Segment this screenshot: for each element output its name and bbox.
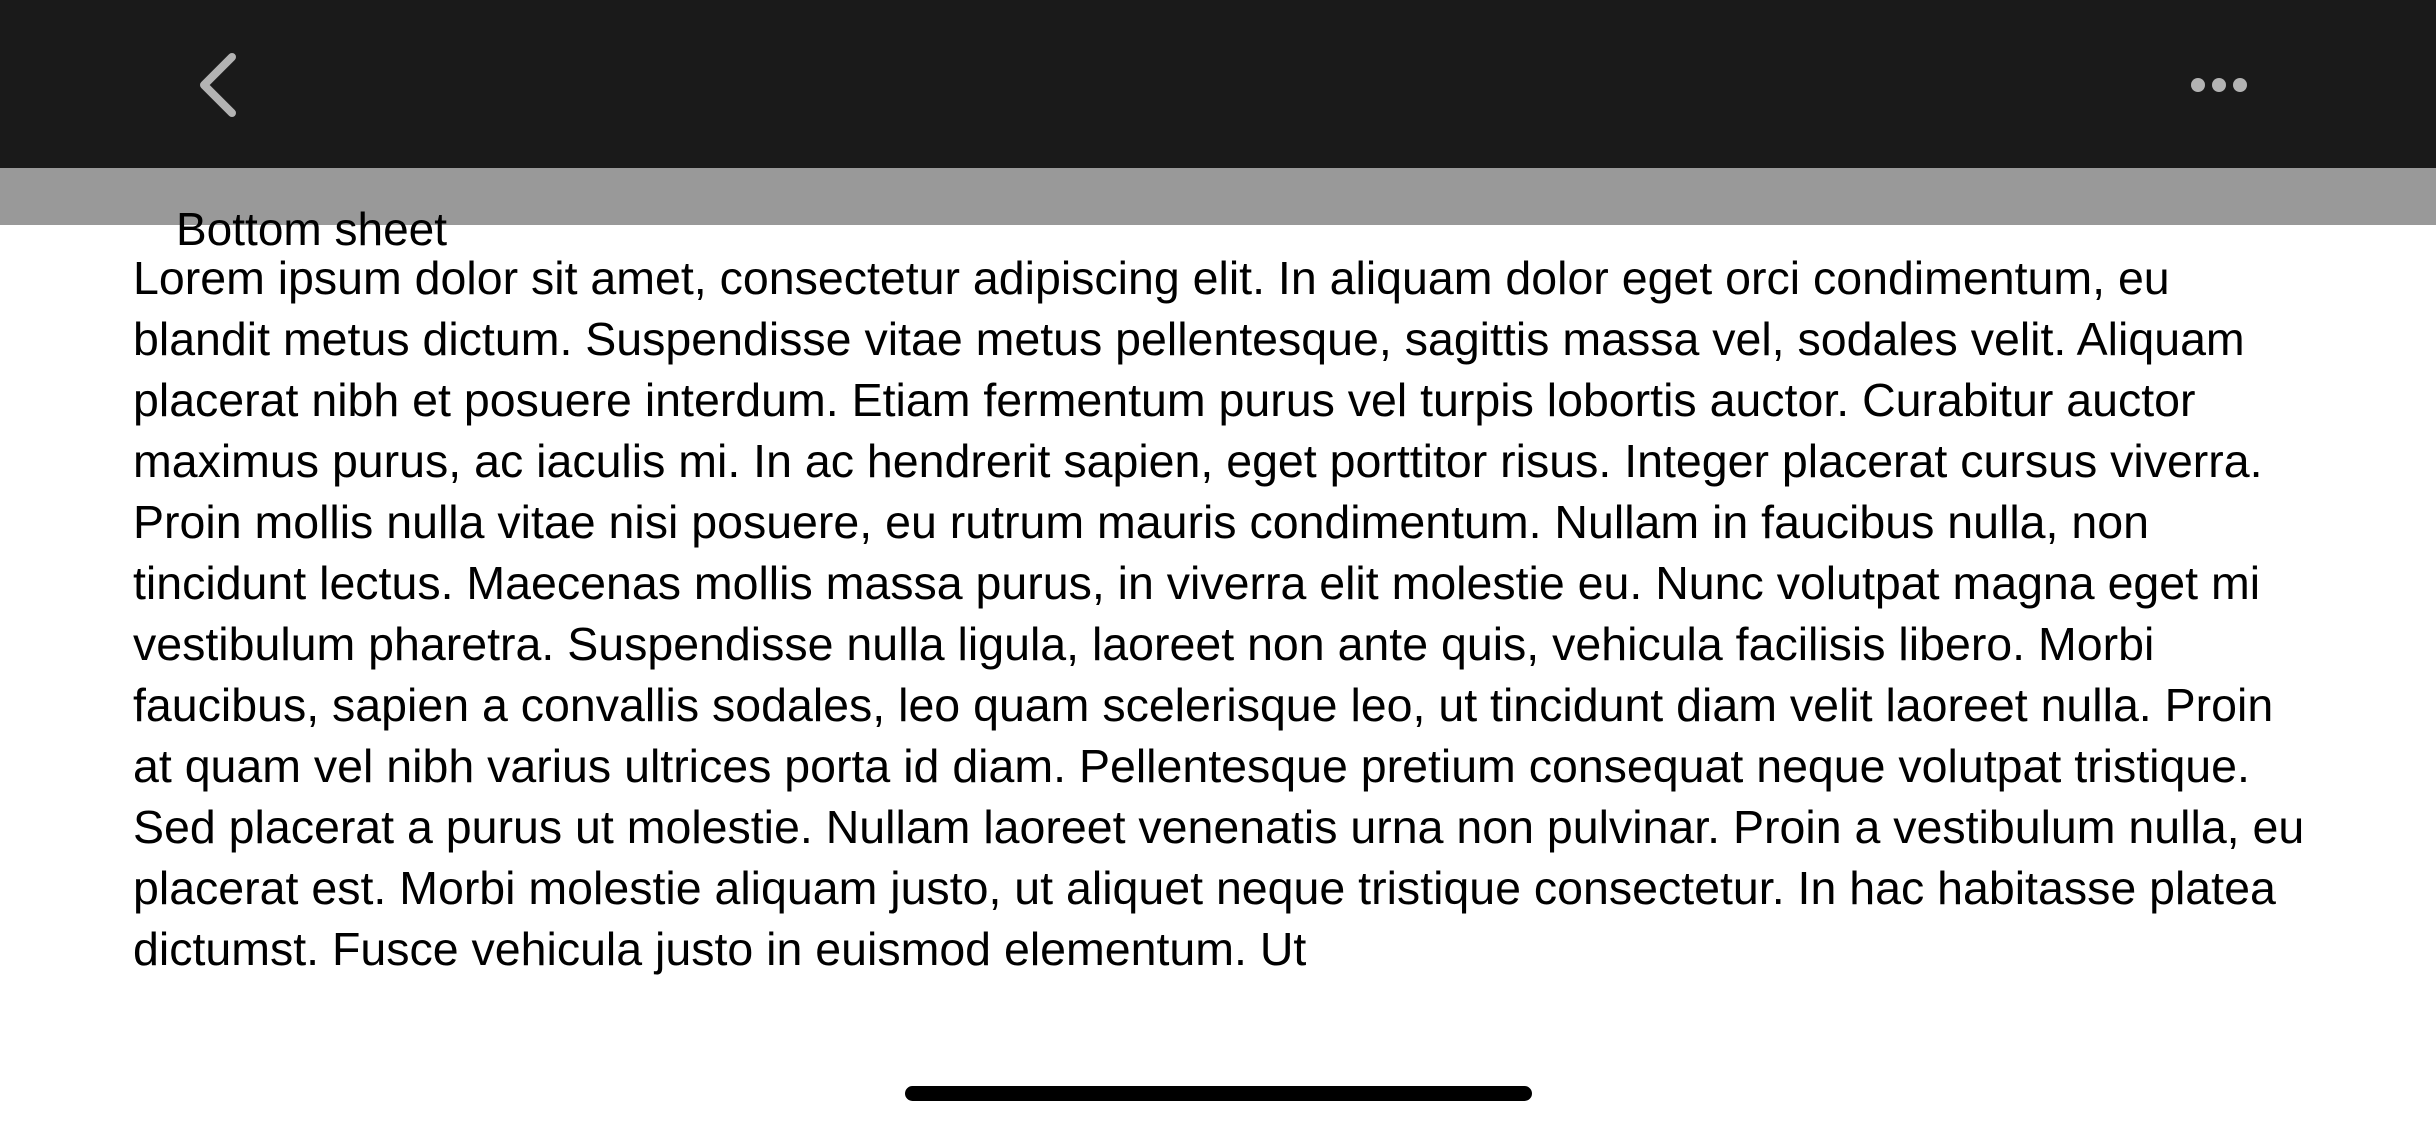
navigation-bar (0, 0, 2436, 168)
back-button[interactable] (180, 45, 260, 125)
bottom-sheet-title: Bottom sheet (176, 203, 448, 255)
chevron-left-icon (180, 45, 260, 125)
ellipsis-icon (2180, 50, 2260, 120)
body-text: Lorem ipsum dolor sit amet, consectetur adipiscing elit. In aliquam dolor eget orci condimentum, eu blandit metus dictum. Suspendisse vitae metus pellentesque, sagittis massa vel, sodales velit. Aliquam placerat nibh et posuere interdum. Etiam fermentum purus vel turpis lobortis auctor. Curabitur auctor maximus purus, ac iaculis mi. In ac hendrerit sapien, eget porttitor risus. Integer placerat cursus viverra. Proin mollis nulla vitae nisi posuere, eu rutrum mauris condimentum. Nullam in faucibus nulla, non tincidunt lectus. Maecenas mollis massa purus, in viverra elit molestie eu. Nunc volutpat magna eget mi vestibulum pharetra. Suspendisse nulla ligula, laoreet non ante quis, vehicula facilisis libero. Morbi faucibus, sapien a convallis sodales, leo quam scelerisque leo, ut tincidunt diam velit laoreet nulla. Proin at quam vel nibh varius ultrices porta id diam. Pellentesque pretium consequat neque volutpat tristique. Sed placerat a purus ut molestie. Nullam laoreet venenatis urna non pulvinar. Proin a vestibulum nulla, eu placerat est. Morbi molestie aliquam justo, ut aliquet neque tristique consectetur. In hac habitasse platea dictumst. Fusce vehicula justo in euismod elementum. Ut (133, 252, 2305, 975)
content-area (133, 248, 2313, 1048)
bottom-sheet-header[interactable] (0, 168, 2436, 255)
home-indicator[interactable] (905, 1086, 1532, 1101)
more-options-button[interactable] (2180, 50, 2260, 120)
